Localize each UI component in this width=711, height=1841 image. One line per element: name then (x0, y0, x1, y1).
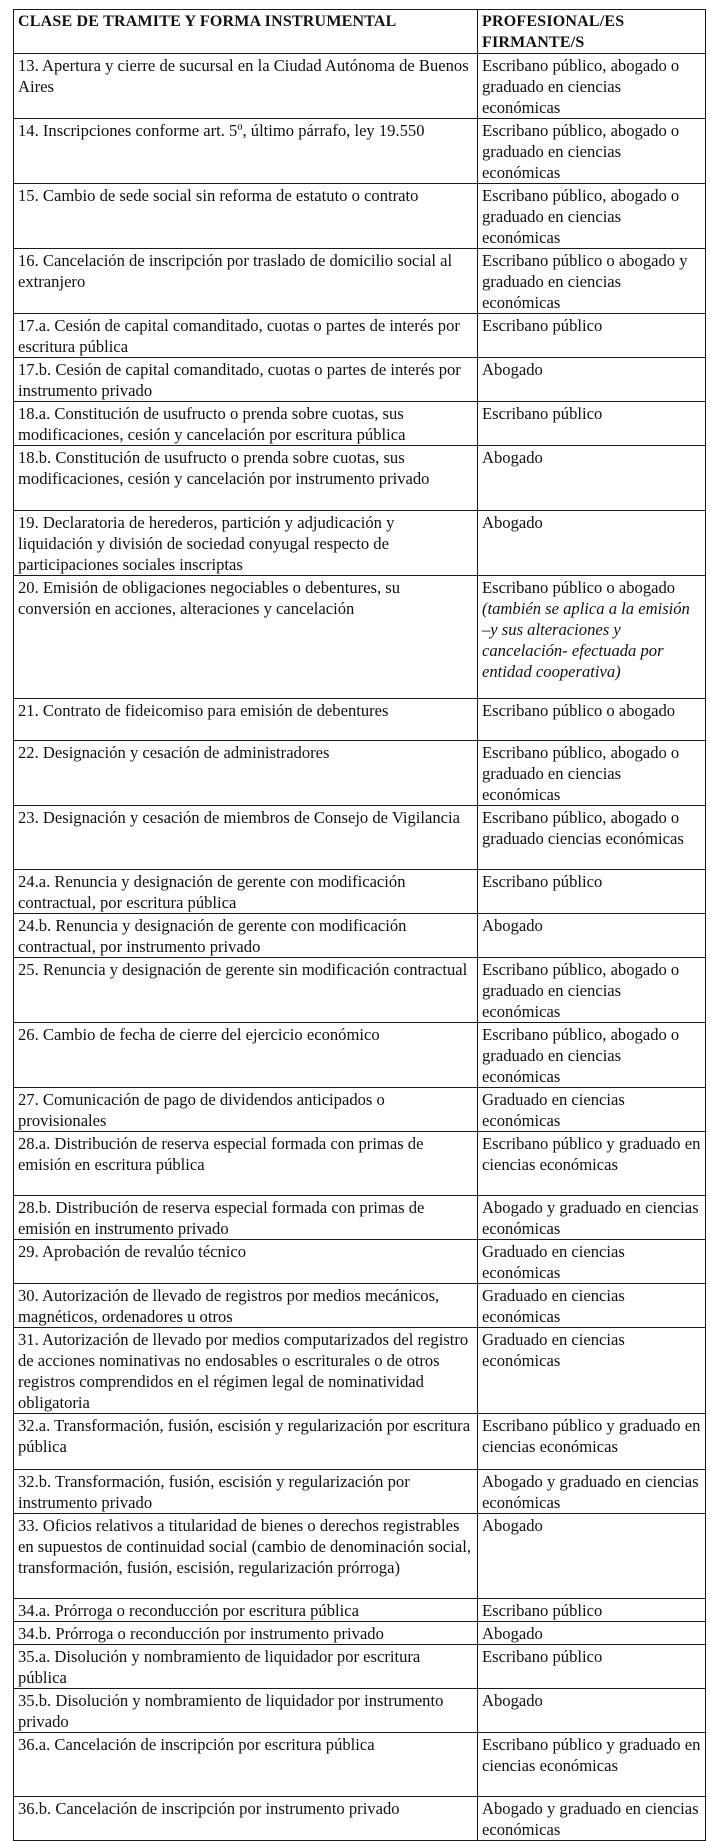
table-row (14, 1622, 706, 1645)
profesional-cell (478, 576, 706, 699)
profesional-text: Escribano público o abogado y graduado en ciencias económicas (482, 251, 688, 312)
profesional-cell (478, 1132, 706, 1196)
profesional-cell (478, 914, 706, 958)
tramite-cell: 32.b. Transformación, fusión, escisión y regularización por instrumento privado (14, 1470, 478, 1514)
profesional-text: Graduado en ciencias económicas (482, 1090, 625, 1130)
profesional-cell (478, 1470, 706, 1514)
tramite-cell: 36.b. Cancelación de inscripción por instrumento privado (14, 1797, 478, 1841)
tramite-cell: 26. Cambio de fecha de cierre del ejercicio económico (14, 1023, 478, 1088)
profesional-text: Escribano público y graduado en ciencias económicas (482, 1735, 701, 1775)
profesional-cell (478, 1599, 706, 1622)
profesional-cell (478, 806, 706, 870)
table-row (14, 358, 706, 402)
profesional-cell (478, 1328, 706, 1414)
table-row (14, 1284, 706, 1328)
table-row (14, 958, 706, 1023)
profesional-text: Escribano público (482, 872, 603, 891)
profesional-text: Escribano público, abogado o graduado en ciencias económicas (482, 56, 680, 117)
tramite-cell: 24.b. Renuncia y designación de gerente con modificación contractual, por instrumento privado (14, 914, 478, 958)
profesional-text: Escribano público, abogado o graduado en ciencias económicas (482, 960, 680, 1021)
table-header-row (14, 10, 706, 54)
tramite-cell: 28.b. Distribución de reserva especial formada con primas de emisión en instrumento privado (14, 1196, 478, 1240)
profesional-cell (478, 1196, 706, 1240)
table-row (14, 1689, 706, 1733)
document-page (13, 9, 705, 1841)
table-row (14, 446, 706, 511)
profesional-text: Escribano público y graduado en ciencias económicas (482, 1416, 701, 1456)
table-row (14, 511, 706, 576)
profesional-text: Abogado (482, 1691, 543, 1710)
tramite-cell: 34.a. Prórroga o reconducción por escritura pública (14, 1599, 478, 1622)
profesional-text: Abogado (482, 916, 543, 935)
tramite-cell: 13. Apertura y cierre de sucursal en la Ciudad Autónoma de Buenos Aires (14, 54, 478, 119)
profesional-cell (478, 1733, 706, 1797)
profesional-cell (478, 119, 706, 184)
profesional-cell (478, 1284, 706, 1328)
table-row (14, 314, 706, 358)
profesional-text: Escribano público o abogado (482, 701, 676, 720)
profesional-text: Graduado en ciencias económicas (482, 1242, 625, 1282)
profesional-cell (478, 1414, 706, 1470)
profesional-text: Escribano público, abogado o graduado en ciencias económicas (482, 121, 680, 182)
profesional-cell (478, 958, 706, 1023)
tramite-cell: 18.a. Constitución de usufructo o prenda sobre cuotas, sus modificaciones, cesión y cancelación por escritura pública (14, 402, 478, 446)
profesional-text: Abogado (482, 513, 543, 532)
header-profesional-firmante: PROFESIONAL/ES FIRMANTE/S (478, 10, 706, 54)
tramites-table (13, 9, 706, 1841)
tramite-cell: 30. Autorización de llevado de registros por medios mecánicos, magnéticos, ordenadores u otros (14, 1284, 478, 1328)
tramite-cell: 32.a. Transformación, fusión, escisión y regularización por escritura pública (14, 1414, 478, 1470)
table-row (14, 806, 706, 870)
profesional-text: Abogado y graduado en ciencias económicas (482, 1799, 699, 1839)
table-row (14, 1240, 706, 1284)
table-row (14, 1328, 706, 1414)
tramite-cell: 25. Renuncia y designación de gerente sin modificación contractual (14, 958, 478, 1023)
profesional-cell (478, 184, 706, 249)
profesional-text: Escribano público o abogado (482, 578, 676, 597)
table-row (14, 741, 706, 806)
profesional-text: Graduado en ciencias económicas (482, 1286, 625, 1326)
table-row (14, 576, 706, 699)
profesional-cell (478, 314, 706, 358)
profesional-cell (478, 741, 706, 806)
table-row (14, 870, 706, 914)
tramite-cell: 17.a. Cesión de capital comanditado, cuotas o partes de interés por escritura pública (14, 314, 478, 358)
tramite-cell: 22. Designación y cesación de administradores (14, 741, 478, 806)
table-row (14, 699, 706, 741)
profesional-cell (478, 249, 706, 314)
table-row (14, 1196, 706, 1240)
profesional-cell (478, 402, 706, 446)
profesional-text: Escribano público (482, 1601, 603, 1620)
table-row (14, 402, 706, 446)
profesional-cell (478, 699, 706, 741)
table-row (14, 1023, 706, 1088)
profesional-cell (478, 446, 706, 511)
profesional-text: Escribano público, abogado o graduado en ciencias económicas (482, 186, 680, 247)
tramite-cell: 35.a. Disolución y nombramiento de liquidador por escritura pública (14, 1645, 478, 1689)
tramite-cell: 19. Declaratoria de herederos, partición y adjudicación y liquidación y división de sociedad conyugal respecto de participaciones sociales inscriptas (14, 511, 478, 576)
tramite-cell: 21. Contrato de fideicomiso para emisión de debentures (14, 699, 478, 741)
tramite-cell: 33. Oficios relativos a titularidad de bienes o derechos registrables en supuestos de continuidad social (cambio de denominación social, transformación, fusión, escisión, regularización prórroga) (14, 1514, 478, 1599)
table-row (14, 184, 706, 249)
profesional-note: (también se aplica a la emisión –y sus alteraciones y cancelación- efectuada por entidad cooperativa) (482, 599, 690, 681)
profesional-text: Escribano público, abogado o graduado en ciencias económicas (482, 743, 680, 804)
profesional-cell (478, 511, 706, 576)
tramite-cell: 23. Designación y cesación de miembros de Consejo de Vigilancia (14, 806, 478, 870)
profesional-text: Escribano público (482, 404, 603, 423)
table-row (14, 1645, 706, 1689)
table-row (14, 1599, 706, 1622)
profesional-text: Abogado y graduado en ciencias económicas (482, 1472, 699, 1512)
profesional-cell (478, 1645, 706, 1689)
header-clase-tramite: CLASE DE TRAMITE Y FORMA INSTRUMENTAL (14, 10, 478, 54)
table-row (14, 1733, 706, 1797)
tramite-cell: 35.b. Disolución y nombramiento de liquidador por instrumento privado (14, 1689, 478, 1733)
tramite-cell: 20. Emisión de obligaciones negociables o debentures, su conversión en acciones, alteraciones y cancelación (14, 576, 478, 699)
profesional-text: Escribano público, abogado o graduado en ciencias económicas (482, 1025, 680, 1086)
profesional-text: Abogado (482, 448, 543, 467)
tramite-cell: 24.a. Renuncia y designación de gerente con modificación contractual, por escritura pública (14, 870, 478, 914)
table-row (14, 1797, 706, 1841)
table-row (14, 914, 706, 958)
tramite-cell: 14. Inscripciones conforme art. 5º, último párrafo, ley 19.550 (14, 119, 478, 184)
profesional-text: Escribano público y graduado en ciencias económicas (482, 1134, 701, 1174)
profesional-text: Escribano público (482, 316, 603, 335)
profesional-text: Graduado en ciencias económicas (482, 1330, 625, 1370)
tramite-cell: 36.a. Cancelación de inscripción por escritura pública (14, 1733, 478, 1797)
profesional-cell (478, 1240, 706, 1284)
profesional-cell (478, 1689, 706, 1733)
tramite-cell: 18.b. Constitución de usufructo o prenda sobre cuotas, sus modificaciones, cesión y cancelación por instrumento privado (14, 446, 478, 511)
profesional-text: Escribano público (482, 1647, 603, 1666)
table-row (14, 1088, 706, 1132)
profesional-text: Abogado (482, 1624, 543, 1643)
profesional-text: Abogado (482, 1516, 543, 1535)
tramite-cell: 15. Cambio de sede social sin reforma de estatuto o contrato (14, 184, 478, 249)
table-row (14, 1514, 706, 1599)
tramite-cell: 17.b. Cesión de capital comanditado, cuotas o partes de interés por instrumento privado (14, 358, 478, 402)
profesional-text: Abogado y graduado en ciencias económicas (482, 1198, 699, 1238)
table-row (14, 119, 706, 184)
tramite-cell: 34.b. Prórroga o reconducción por instrumento privado (14, 1622, 478, 1645)
profesional-cell (478, 1797, 706, 1841)
table-row (14, 54, 706, 119)
tramite-cell: 29. Aprobación de revalúo técnico (14, 1240, 478, 1284)
profesional-cell (478, 1622, 706, 1645)
tramite-cell: 27. Comunicación de pago de dividendos anticipados o provisionales (14, 1088, 478, 1132)
profesional-cell (478, 870, 706, 914)
profesional-cell (478, 1023, 706, 1088)
table-row (14, 1414, 706, 1470)
profesional-cell (478, 54, 706, 119)
table-row (14, 1132, 706, 1196)
profesional-cell (478, 1088, 706, 1132)
profesional-cell (478, 358, 706, 402)
table-row (14, 1470, 706, 1514)
table-row (14, 249, 706, 314)
tramite-cell: 28.a. Distribución de reserva especial formada con primas de emisión en escritura pública (14, 1132, 478, 1196)
profesional-text: Escribano público, abogado o graduado ciencias económicas (482, 808, 684, 848)
table-body (14, 54, 706, 1841)
profesional-text: Abogado (482, 360, 543, 379)
profesional-cell (478, 1514, 706, 1599)
tramite-cell: 31. Autorización de llevado por medios computarizados del registro de acciones nominativas no endosables o escriturales o de otros registros comprendidos en el régimen legal de nominatividad obligatoria (14, 1328, 478, 1414)
tramite-cell: 16. Cancelación de inscripción por traslado de domicilio social al extranjero (14, 249, 478, 314)
